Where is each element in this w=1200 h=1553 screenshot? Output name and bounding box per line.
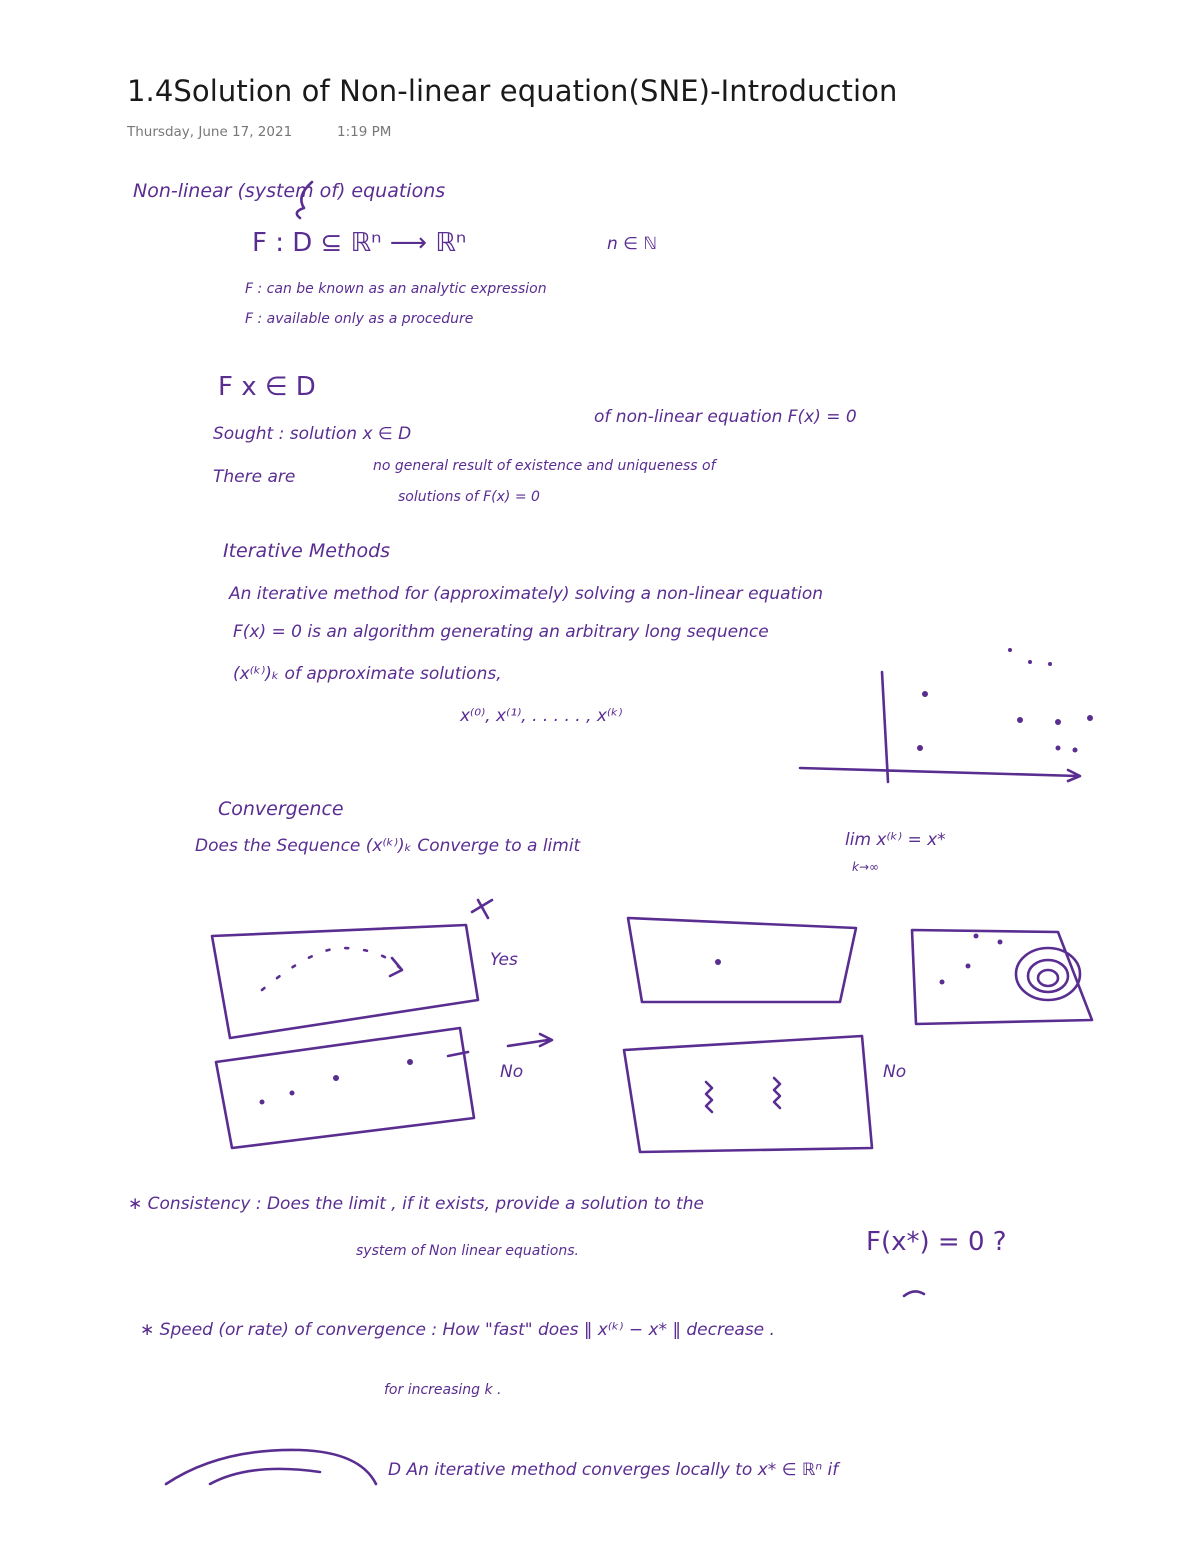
note-does-sequence-converge: Does the Sequence (x⁽ᵏ⁾)ₖ Converge to a limit [195, 836, 581, 856]
section-iterative-methods: Iterative Methods [223, 540, 391, 562]
note-sought-solution: Sought : solution x ∈ D [213, 424, 412, 444]
circular-convergence-box [912, 930, 1092, 1024]
page-time: 1:19 PM [337, 124, 392, 140]
note-limit-subscript: k→∞ [852, 860, 879, 874]
convergent-sequence-box [212, 900, 492, 1038]
local-convergence-sketch [166, 1450, 376, 1484]
page-title: 1.4Solution of Non-linear equation(SNE)-Introduction [127, 74, 898, 108]
note-solutions-of: solutions of F(x) = 0 [398, 489, 540, 505]
label-no-right: No [883, 1062, 907, 1082]
note-increasing-k: for increasing k . [384, 1382, 502, 1398]
note-sequence-terms: x⁽⁰⁾, x⁽¹⁾, . . . . . , x⁽ᵏ⁾ [460, 706, 623, 726]
oscillating-sequence-box [624, 1036, 872, 1152]
label-yes: Yes [490, 950, 518, 970]
note-local-convergence: D An iterative method converges locally to x* ∈ ℝⁿ if [388, 1460, 839, 1480]
note-approximate-solutions: (x⁽ᵏ⁾)ₖ of approximate solutions, [233, 664, 502, 684]
note-analytic-expression: F : can be known as an analytic expression [245, 281, 547, 297]
note-algorithm-sequence: F(x) = 0 is an algorithm generating an arbitrary long sequence [233, 622, 769, 642]
brace-mark [297, 182, 312, 218]
note-speed-of-convergence: ∗ Speed (or rate) of convergence : How "fast" does ‖ x⁽ᵏ⁾ − x* ‖ decrease . [140, 1320, 775, 1340]
note-nonlinear-equation: of non-linear equation F(x) = 0 [594, 407, 857, 427]
sequence-axes-sketch [800, 648, 1093, 782]
label-no-left: No [500, 1062, 524, 1082]
note-there-are: There are [213, 467, 296, 487]
note-no-general-result: no general result of existence and uniqueness of [373, 458, 716, 474]
note-mapping: F : D ⊆ ℝⁿ ⟶ ℝⁿ [252, 228, 467, 258]
speed-underline-mark [904, 1291, 924, 1296]
divergent-sequence-box [216, 1028, 552, 1148]
note-procedure: F : available only as a procedure [245, 311, 474, 327]
page-date: Thursday, June 17, 2021 [127, 124, 293, 140]
note-x-in-D: F x ∈ D [218, 372, 316, 402]
note-iterative-definition: An iterative method for (approximately) solving a non-linear equation [229, 584, 824, 604]
section-convergence: Convergence [218, 798, 344, 820]
note-nonlinear-system: Non-linear (system of) equations [133, 180, 446, 202]
note-f-of-xstar: F(x*) = 0 ? [866, 1227, 1007, 1257]
single-point-box [628, 918, 856, 1002]
note-system-of-equations: system of Non linear equations. [356, 1243, 579, 1259]
note-limit-expression: lim x⁽ᵏ⁾ = x* [845, 830, 946, 850]
note-n-in-N: n ∈ ℕ [607, 234, 658, 254]
note-consistency: ∗ Consistency : Does the limit , if it exists, provide a solution to the [128, 1194, 704, 1214]
